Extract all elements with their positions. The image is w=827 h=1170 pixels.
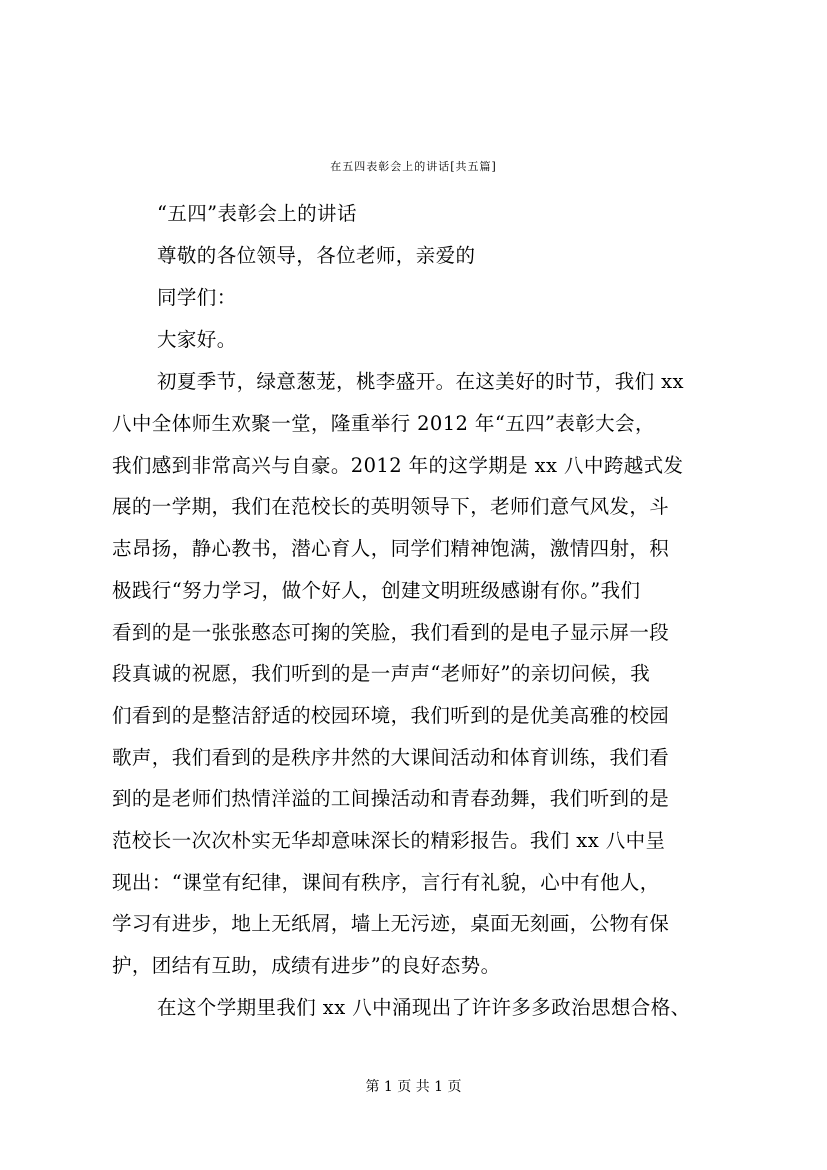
text-line: 初夏季节，绿意葱茏，桃李盛开。在这美好的时节，我们 xx <box>157 370 684 393</box>
text-line: 展的一学期，我们在范校长的英明领导下，老师们意气风发，斗 <box>112 495 670 518</box>
text-line: 歌声，我们看到的是秩序井然的大课间活动和体育训练，我们看 <box>112 746 670 769</box>
text-line: 八中全体师生欢聚一堂，隆重举行 2012 年“五四”表彰大会， <box>112 412 655 435</box>
text-line: 极践行“努力学习，做个好人，创建文明班级感谢有你。”我们 <box>112 579 641 602</box>
text-line: 在这个学期里我们 xx 八中涌现出了许许多多政治思想合格、 <box>157 996 691 1019</box>
text-line: 我们感到非常高兴与自豪。2012 年的这学期是 xx 八中跨越式发 <box>112 454 684 477</box>
text-line: “五四”表彰会上的讲话 <box>157 202 357 225</box>
text-line: 尊敬的各位领导，各位老师，亲爱的 <box>157 244 476 267</box>
page-footer: 第 1 页 共 1 页 <box>365 1079 462 1095</box>
text-line: 志昂扬，静心教书，潜心育人，同学们精神饱满，激情四射，积 <box>112 537 670 560</box>
text-line: 看到的是一张张憨态可掬的笑脸，我们看到的是电子显示屏一段 <box>112 621 670 644</box>
text-line: 范校长一次次朴实无华却意味深长的精彩报告。我们 xx 八中呈 <box>112 829 666 852</box>
document-title: 在五四表彰会上的讲话[共五篇] <box>330 160 497 173</box>
text-line: 现出：“课堂有纪律，课间有秩序，言行有礼貌，心中有他人， <box>112 871 660 894</box>
text-line: 学习有进步，地上无纸屑，墙上无污迹，桌面无刻画，公物有保 <box>112 912 670 935</box>
text-line: 同学们： <box>157 286 237 309</box>
text-line: 到的是老师们热情洋溢的工间操活动和青春劲舞，我们听到的是 <box>112 787 670 810</box>
text-line: 护，团结有互助，成绩有进步”的良好态势。 <box>112 954 501 977</box>
text-line: 们看到的是整洁舒适的校园环境，我们听到的是优美高雅的校园 <box>112 704 670 727</box>
text-line: 大家好。 <box>157 328 237 351</box>
text-line: 段真诚的祝愿，我们听到的是一声声“老师好”的亲切问候，我 <box>112 662 651 685</box>
